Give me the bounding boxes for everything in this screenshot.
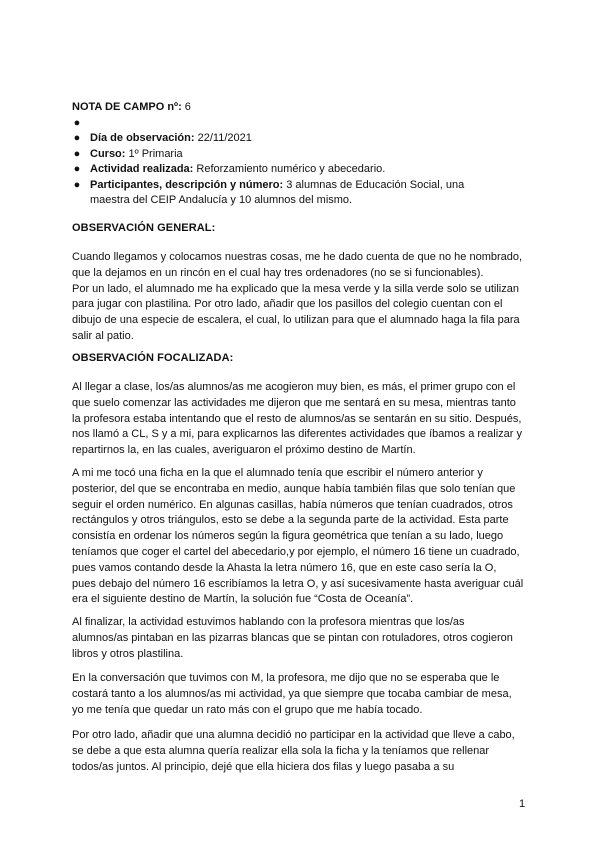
note-details-list — [73, 116, 510, 208]
course-value: 1º Primaria — [128, 147, 183, 160]
paragraph-line: yo me tenía que quedar un rato más con el grupo que me había tocado. — [72, 703, 423, 716]
paragraph-line: dibujo de una especie de escalera, el cual, lo utilizan para que el alumnado haga la fila para — [72, 314, 520, 327]
observation-date-value: 22/11/2021 — [197, 132, 252, 145]
paragraph-line: teníamos que coger el cartel del abecedario,y por ejemplo, el número 16 tiene un cuadrado, — [72, 545, 520, 558]
paragraph-line: la profesora estaba intentando que el resto de alumnos/as se sentarán en su sitio. Después, — [72, 412, 522, 425]
paragraph-line: nos llamó a CL, S y a mi, para explicarnos las diferentes actividades que íbamos a realizar y — [72, 428, 522, 441]
paragraph-line: En la conversación que tuvimos con M, la profesora, me dijo que no se esperaba que le — [72, 672, 500, 684]
paragraph-line: Al llegar a clase, los/as alumnos/as me acogieron muy bien, es más, el primer grupo con el — [72, 381, 516, 393]
paragraph-line: Cuando llegamos y colocamos nuestras cosas, me he dado cuenta de que no he nombrado, — [72, 251, 523, 263]
paragraph-line: libros y otros plastilina. — [72, 647, 184, 660]
participants-value-cont: maestra del CEIP Andalucía y 10 alumnos del mismo. — [90, 194, 353, 207]
paragraph-line: alumnos/as pintaban en las pizarras blancas que se pintan con rotuladores, otros cogieron — [72, 631, 513, 644]
paragraph-line: para jugar con plastilina. Por otro lado, añadir que los pasillos del colegio cuentan con el — [72, 298, 503, 311]
list-item — [73, 178, 510, 209]
paragraph-line: posterior, del que se encontraba en medio, aunque había también filas que solo tenían que — [72, 482, 516, 495]
focal-paragraph-2 — [72, 466, 528, 608]
paragraph-line: seguir el orden numérico. En algunas casillas, había números que tenían cuadrados, otros — [72, 498, 513, 511]
list-item — [73, 162, 510, 177]
focal-observation-heading: OBSERVACIÓN FOCALIZADA: — [72, 352, 234, 364]
focal-paragraph-5 — [72, 728, 528, 775]
bullet-icon: ● — [73, 147, 81, 160]
paragraph-line: pues vamos contando desde la Ahasta la letra número 16, que en este caso sería la O, — [72, 561, 497, 574]
course-label: Curso: — [90, 147, 126, 160]
paragraph-line: A mi me tocó una ficha en la que el alumnado tenía que escribir el número anterior y — [72, 467, 483, 479]
focal-paragraph-3 — [72, 615, 528, 662]
paragraph-line: se debe a que esta alumna quería realizar ella sola la ficha y la teníamos que rellenar — [72, 744, 490, 757]
paragraph-line: consistía en ordenar los números según la figura geométrica que tenían a su lado, luego — [72, 530, 504, 543]
paragraph-line: repartirnos la, en las cuales, averiguaron el próximo destino de Martín. — [72, 444, 416, 457]
paragraph-line: todos/as juntos. Al principio, dejé que ella hiciera dos filas y luego pasaba a su — [72, 760, 455, 773]
participants-value: 3 alumnas de Educación Social, una — [286, 178, 465, 191]
bullet-icon: ● — [73, 117, 81, 129]
list-item — [73, 147, 510, 162]
participants-label: Participantes, descripción y número: — [90, 178, 284, 191]
bullet-icon: ● — [73, 163, 81, 176]
paragraph-line: Por otro lado, añadir que una alumna decidió no participar en la actividad que lleve a cabo, — [72, 729, 515, 741]
note-label: NOTA DE CAMPO nº: — [72, 101, 182, 113]
general-observation-heading: OBSERVACIÓN GENERAL: — [72, 222, 216, 234]
observation-date-label: Día de observación: — [90, 132, 195, 145]
paragraph-line: costará tanto a los alumnos/as mi actividad, ya que siempre que tocaba cambiar de mesa, — [72, 687, 512, 700]
paragraph-line: que suelo comenzar las actividades me dijeron que me sentará en su mesa, mientras tanto — [72, 396, 516, 409]
list-item — [73, 116, 510, 131]
activity-label: Actividad realizada: — [90, 163, 194, 176]
page-number: 1 — [519, 798, 526, 810]
note-number: 6 — [184, 101, 191, 113]
list-item — [73, 131, 510, 146]
paragraph-line: era el siguiente destino de Martín, la solución fue “Costa de Oceanía”. — [72, 593, 414, 606]
bullet-icon: ● — [73, 132, 81, 145]
paragraph-line: rectángulos y otros triángulos, esto se debe a la segunda parte de la actividad. Esta parte — [72, 514, 509, 527]
paragraph-line: que la dejamos en un rincón en el cual hay tres ordenadores (no se si funcionables). — [72, 266, 484, 279]
bullet-icon: ● — [73, 178, 81, 191]
activity-value: Reforzamiento numérico y abecedario. — [196, 163, 386, 176]
paragraph-line: Por un lado, el alumnado me ha explicado que la mesa verde y la silla verde solo se utilizan — [72, 282, 519, 295]
focal-paragraph-1 — [72, 380, 528, 459]
paragraph-line: salir al patio. — [72, 329, 134, 342]
paragraph-line: Al finalizar, la actividad estuvimos hablando con la profesora mientras que los/as — [72, 616, 465, 628]
paragraph-line: pues debajo del número 16 escribíamos la letra O, y así sucesivamente hasta averiguar cuál — [72, 577, 524, 590]
general-observation-paragraph — [72, 250, 528, 345]
note-title — [72, 100, 191, 114]
focal-paragraph-4 — [72, 671, 528, 718]
